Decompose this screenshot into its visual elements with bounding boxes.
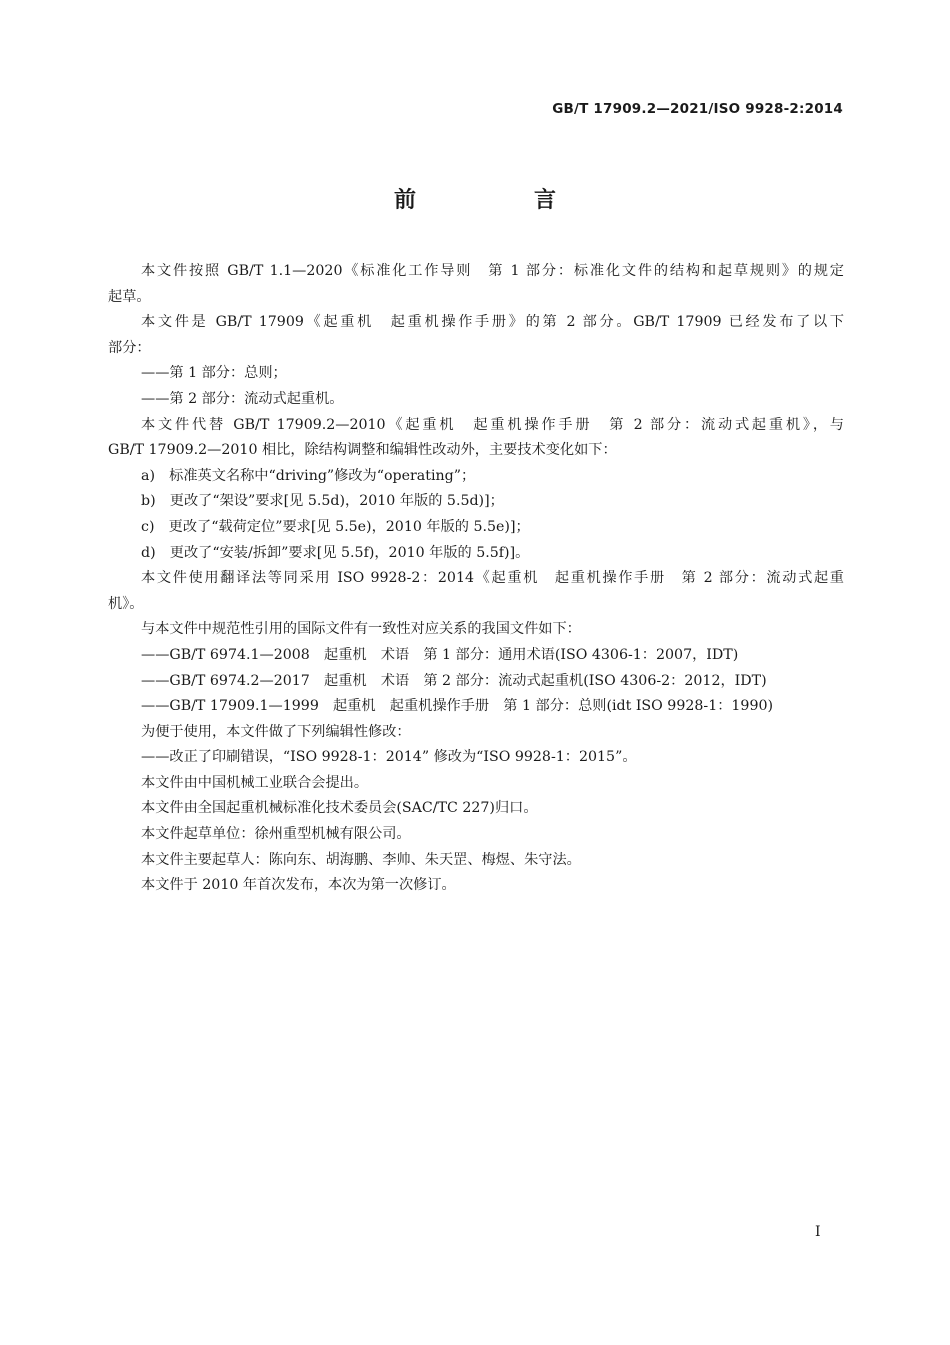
foreword-line: 部分： <box>108 339 151 356</box>
foreword-line: a) 标准英文名称中“driving”修改为“operating”； <box>141 467 476 484</box>
foreword-line: b) 更改了“架设”要求[见 5.5d)，2010 年版的 5.5d)]； <box>141 493 504 510</box>
foreword-line: d) 更改了“安装/拆卸”要求[见 5.5f)，2010 年版的 5.5f)]。 <box>141 544 530 561</box>
foreword-line: 机》。 <box>108 595 144 612</box>
foreword-line: 为便于使用，本文件做了下列编辑性修改： <box>141 723 411 740</box>
foreword-line: 本文件按照 GB/T 1.1—2020《标准化工作导则 第 1 部分：标准化文件的结构和起草规则》的规定 <box>141 263 844 279</box>
foreword-line: 与本文件中规范性引用的国际文件有一致性对应关系的我国文件如下： <box>141 621 581 638</box>
foreword-line: GB/T 17909.2—2010 相比，除结构调整和编辑性改动外，主要技术变化如下： <box>108 442 617 459</box>
foreword-line: ——第 1 部分：总则； <box>141 365 287 382</box>
foreword-line: ——第 2 部分：流动式起重机。 <box>141 390 344 407</box>
foreword-line: 起草。 <box>108 288 151 305</box>
foreword-line: ——改正了印刷错误，“ISO 9928-1：2014” 修改为“ISO 9928-1：2015”。 <box>141 749 637 766</box>
foreword-body <box>108 259 844 899</box>
foreword-line: ——GB/T 17909.1—1999 起重机 起重机操作手册 第 1 部分：总则(idt ISO 9928-1：1990) <box>141 698 774 715</box>
foreword-line: 本文件代替 GB/T 17909.2—2010《起重机 起重机操作手册 第 2 部分：流动式起重机》，与 <box>141 416 844 433</box>
foreword-line: 本文件起草单位：徐州重型机械有限公司。 <box>141 826 411 843</box>
page-title: 前 言 <box>393 188 604 213</box>
foreword-line: ——GB/T 6974.2—2017 起重机 术语 第 2 部分：流动式起重机(ISO 4306-2：2012，IDT) <box>141 672 767 689</box>
foreword-line: c) 更改了“载荷定位”要求[见 5.5e)，2010 年版的 5.5e)]； <box>141 518 530 535</box>
foreword-line: 本文件于 2010 年首次发布，本次为第一次修订。 <box>141 877 456 894</box>
standard-number-header: GB/T 17909.2—2021/ISO 9928-2:2014 <box>552 101 843 117</box>
foreword-line: 本文件是 GB/T 17909《起重机 起重机操作手册》的第 2 部分。GB/T 17909 已经发布了以下 <box>141 314 844 331</box>
foreword-line: ——GB/T 6974.1—2008 起重机 术语 第 1 部分：通用术语(ISO 4306-1：2007，IDT) <box>141 646 739 663</box>
foreword-line: 本文件主要起草人：陈向东、胡海鹏、李帅、朱天罡、梅煜、朱守法。 <box>141 851 581 868</box>
foreword-line: 本文件由中国机械工业联合会提出。 <box>141 774 369 791</box>
foreword-line: 本文件由全国起重机械标准化技术委员会(SAC/TC 227)归口。 <box>141 800 538 817</box>
foreword-line: 本文件使用翻译法等同采用 ISO 9928-2：2014《起重机 起重机操作手册 第 2 部分：流动式起重 <box>141 570 844 587</box>
page-number: I <box>815 1224 821 1240</box>
